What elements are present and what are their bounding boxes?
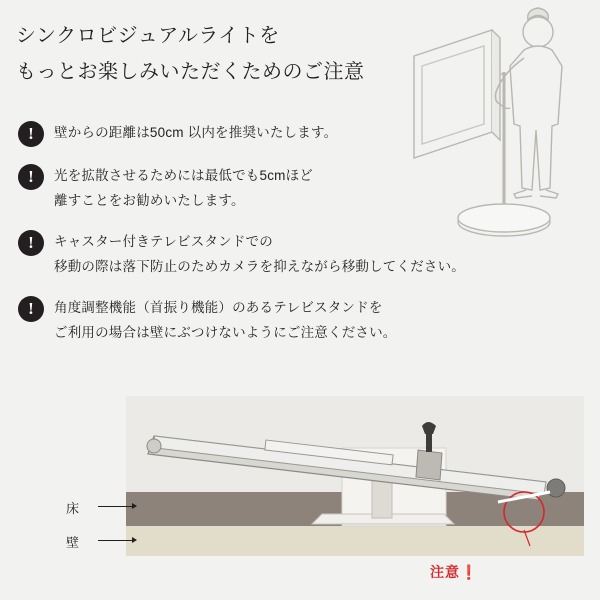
exclamation-icon: !: [18, 121, 44, 147]
note-line-2: 離すことをお勧めいたします。: [54, 193, 245, 208]
page-title-line-1: シンクロビジュアルライトを: [16, 25, 280, 47]
note-line-1: キャスター付きテレビスタンドでの: [54, 234, 273, 249]
note-line-2: 移動の際は落下防止のためカメラを抑えながら移動してください。: [54, 259, 465, 274]
tv-tilt-diagram: [126, 396, 584, 556]
exclamation-icon: !: [18, 296, 44, 322]
note-text: [54, 295, 397, 345]
page-title: [16, 18, 436, 90]
exclamation-icon: !: [18, 230, 44, 256]
list-item: [18, 163, 584, 213]
list-item: [18, 229, 584, 279]
list-item: [18, 120, 584, 147]
leader-line-floor: [98, 506, 134, 507]
arrow-wall: [132, 537, 137, 543]
note-line-1: 光を拡散させるためには最低でも5cmほど: [54, 168, 314, 183]
note-text: [54, 120, 337, 145]
note-text: [54, 229, 465, 279]
note-line-2: ご利用の場合は壁にぶつけないようにご注意ください。: [54, 325, 397, 340]
note-line-1: 角度調整機能（首振り機能）のあるテレビスタンドを: [54, 300, 383, 315]
diagram-labels: [66, 396, 136, 556]
page-title-line-2: もっとお楽しみいただくためのご注意: [16, 61, 365, 83]
label-floor: 床: [66, 501, 81, 516]
note-line-1: 壁からの距離は50cm 以内を推奨いたします。: [54, 125, 338, 140]
arrow-floor: [132, 503, 137, 509]
leader-line-wall: [98, 540, 134, 541]
notes-list: [18, 120, 584, 361]
caution-label: 注意❗: [430, 564, 479, 580]
list-item: [18, 295, 584, 345]
exclamation-icon: !: [18, 164, 44, 190]
note-text: [54, 163, 313, 213]
label-wall: 壁: [66, 535, 81, 550]
